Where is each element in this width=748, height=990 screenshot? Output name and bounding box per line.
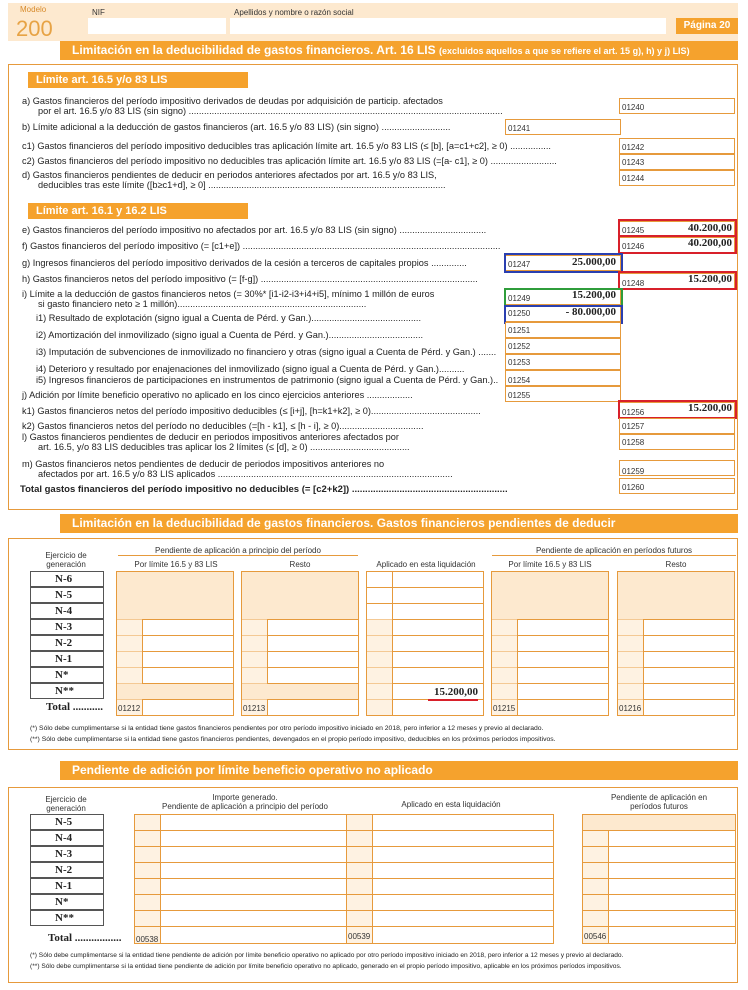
s3-footnote-2: (**) Sólo debe cumplimentarse si la entidad tiene pendiente de adición por límite beneficio operativo no aplicado, generado en el propio período impositivo, aplicable en los próximos períodos impositivos.	[30, 963, 622, 970]
s3-year-3: N-2	[30, 862, 104, 878]
s3-header-pend2: períodos futuros	[630, 802, 688, 811]
s3-subcol-fill-0	[135, 815, 160, 943]
s3-rowline-2-4	[582, 878, 736, 879]
code-01257: 01257	[622, 422, 645, 431]
section1-title-bar	[60, 41, 738, 60]
s3-rowline-1-4	[346, 878, 554, 879]
s3-rowline-0-4	[134, 878, 354, 879]
value-01246: 40.200,00	[688, 237, 732, 249]
s3-rowline-1-3	[346, 862, 554, 863]
row-i5-label: i5) Ingresos financieros de participaciones en instrumentos de patrimonio (signo igual a Cuenta de Pérd. y Gan.)..	[36, 375, 499, 385]
row-m-label-1: m) Gastos financieros netos pendientes de deducir de periodos impositivos anteriores no	[22, 459, 385, 469]
code-01253: 01253	[508, 358, 531, 367]
s2-subcol-fill-2	[367, 619, 392, 715]
s3-subcol-0	[160, 814, 161, 944]
s2-year-3: N-3	[30, 619, 104, 635]
code-01243: 01243	[622, 158, 645, 167]
s3-rowline-1-1	[346, 830, 554, 831]
s2-header-limite: Por límite 16.5 y 83 LIS	[134, 560, 218, 569]
s2-aplicado-underline	[428, 699, 478, 701]
code-01241: 01241	[508, 124, 531, 133]
s2-year-4: N-2	[30, 635, 104, 651]
row-e-label: e) Gastos financieros del período impositivo no afectados por art. 16.5 y/o 83 LIS (sin signo) ..................................	[22, 225, 487, 235]
code-01245: 01245	[622, 226, 645, 235]
value-01245: 40.200,00	[688, 222, 732, 234]
s2-shade-3	[618, 572, 734, 619]
row-b-label: b) Límite adicional a la deducción de gastos financieros (art. 16.5 y/o 83 LIS) (sin signo) ...........................	[22, 122, 451, 132]
s3-subcol-fill-2	[583, 815, 608, 943]
code-01244: 01244	[622, 174, 645, 183]
code-01251: 01251	[508, 326, 531, 335]
sub1-title: Límite art. 16.5 y/o 83 LIS	[28, 72, 248, 88]
highlight-01247	[504, 253, 623, 273]
s2-shade-0	[117, 572, 233, 619]
code-01260: 01260	[622, 483, 645, 492]
s3-year-5: N*	[30, 894, 104, 910]
row-c2-label: c2) Gastos financieros del período impositivo no deducibles tras aplicación límite art. 16.5 y/o 83 LIS (=[a- c1], ≥ 0) ..........................	[22, 156, 557, 166]
s3-rowline-0-3	[134, 862, 354, 863]
row-total-label: Total gastos financieros del período impositivo no deducibles (= [c2+k2]) ...........................................................	[20, 484, 508, 495]
sub2-title: Límite art. 16.1 y 16.2 LIS	[28, 203, 248, 219]
s3-subcol-2	[608, 814, 609, 944]
s3-subcol-1	[372, 814, 373, 944]
row-k2-label: k2) Gastos financieros netos del período no deducibles (=[h - k1], ≤ [h - i], ≥ 0).................................	[22, 421, 424, 431]
row-i-label-1: i) Límite a la deducción de gastos financieros netos (= 30%* [i1-i2-i3+i4+i5], mínimo 1 millón de euros	[22, 289, 435, 299]
s2-divider-1	[118, 555, 358, 556]
s2-shade-1	[242, 572, 358, 619]
nif-field[interactable]	[88, 18, 226, 34]
section1-title: Limitación en la deducibilidad de gastos financieros. Art. 16 LIS	[72, 43, 436, 57]
s3-header-pend: Pendiente de aplicación en	[610, 793, 708, 802]
s2-header-resto: Resto	[289, 560, 311, 569]
s2-rowline-2-1	[366, 587, 484, 588]
code-01256: 01256	[622, 408, 645, 417]
s2-footnote-2: (**) Sólo debe cumplimentarse si la entidad tiene gastos financieros pendientes, devengados en el propio período impositivo, deducibles en los próximos períodos impositivos.	[30, 736, 556, 743]
s3-col-aplicado	[346, 814, 554, 944]
s2-total-label: Total ...........	[46, 701, 104, 713]
value-01247: 25.000,00	[572, 256, 616, 268]
s2-header-pend-futuro: Pendiente de aplicación en períodos futuros	[535, 546, 693, 555]
s2-year-7: N**	[30, 683, 104, 699]
row-f-label: f) Gastos financieros del período impositivo (= [c1+e]) .....................................................................................................	[22, 241, 501, 251]
s3-header-ejercicio: Ejercicio de generación	[45, 795, 87, 813]
s3-rowline-1-2	[346, 846, 554, 847]
row-d-label-2: deducibles tras este límite ([b≥c1+d], ≥ 0] .............................................................................................	[38, 180, 446, 190]
highlight-01248	[618, 271, 737, 290]
s3-subcol-fill-1	[347, 815, 372, 943]
code-01215: 01215	[493, 704, 516, 713]
value-01250: - 80.000,00	[565, 306, 616, 318]
nif-label: NIF	[92, 8, 105, 17]
value-01256: 15.200,00	[688, 402, 732, 414]
s3-rowline-0-1	[134, 830, 354, 831]
s3-footnote-1: (*) Sólo debe cumplimentarse si la entidad tiene pendiente de adición por límite beneficio operativo no aplicado por otro período impositivo iniciado en 2018, pero inferior a 12 meses y previo al declarado.	[30, 952, 624, 959]
page-number-badge: Página 20	[676, 18, 738, 34]
section3-title: Pendiente de adición por límite beneficio operativo no aplicado	[72, 763, 433, 777]
row-l-label-1: l) Gastos financieros pendientes de deducir en periodos impositivos anteriores afectados por	[22, 432, 399, 442]
s2-year-6: N*	[30, 667, 104, 683]
code-01249: 01249	[508, 294, 531, 303]
s3-rowline-2-2	[582, 846, 736, 847]
modelo-number: 200	[16, 16, 53, 41]
highlight-01246	[618, 235, 737, 254]
code-01216: 01216	[619, 704, 642, 713]
s3-total-label: Total .................	[48, 932, 122, 944]
code-01258: 01258	[622, 438, 645, 447]
code-00539: 00539	[348, 932, 371, 941]
s2-header-limite2: Por límite 16.5 y 83 LIS	[508, 560, 592, 569]
s2-subcol-fill-4	[618, 619, 643, 715]
s2-shade-2	[492, 572, 608, 619]
s3-rowline-0-7	[134, 926, 354, 927]
s3-rowline-1-5	[346, 894, 554, 895]
section2-title: Limitación en la deducibilidad de gastos financieros. Gastos financieros pendientes de deducir	[72, 516, 616, 530]
row-a-label-2: por el art. 16.5 y/o 83 LIS (sin signo) ...........................................................................................................................	[38, 106, 503, 116]
row-m-label-2: afectados por art. 16.5 y/o 83 LIS aplicados ............................................................................................	[38, 469, 453, 479]
s3-year-1: N-4	[30, 830, 104, 846]
s3-col-importe	[134, 814, 354, 944]
code-01248: 01248	[622, 279, 645, 288]
row-l-label-2: art. 16.5, y/o 83 LIS deducibles tras aplicar los 2 límites (≤ [d], ≥ 0) .......................................	[38, 442, 410, 452]
code-01252: 01252	[508, 342, 531, 351]
modelo-label: Modelo	[20, 5, 47, 14]
section2-title-bar	[60, 514, 738, 533]
row-i2-label: i2) Amortización del inmovilizado (signo igual a Cuenta de Pérd. y Gan.).....................................	[36, 330, 424, 340]
code-00546: 00546	[584, 932, 607, 941]
name-field[interactable]	[230, 18, 666, 34]
s2-subcol-fill-3	[492, 619, 517, 715]
row-i3-label: i3) Imputación de subvenciones de inmovilizado no financiero y otras (signo igual a Cuenta de Pérd. y Gan.) .......	[36, 347, 497, 357]
s3-header-aplicado: Aplicado en esta liquidación	[401, 800, 501, 809]
s3-year-0: N-5	[30, 814, 104, 830]
row-c1-label: c1) Gastos financieros del período impositivo deducibles tras aplicación límite art. 16.5 y/o 83 LIS (≤ [b], [a=c1+c2], ≥ 0) ................	[22, 141, 551, 151]
s2-year-5: N-1	[30, 651, 104, 667]
code-01213: 01213	[243, 704, 266, 713]
s2-header-resto2: Resto	[665, 560, 687, 569]
s3-year-2: N-3	[30, 846, 104, 862]
s2-subcol-fill-1	[242, 619, 267, 715]
s3-rowline-1-7	[346, 926, 554, 927]
s3-year-4: N-1	[30, 878, 104, 894]
s3-rowline-2-1	[582, 830, 736, 831]
s3-rowline-2-7	[582, 926, 736, 927]
row-i1-label: i1) Resultado de explotación (signo igual a Cuenta de Pérd. y Gan.)...........................................	[36, 313, 422, 323]
s2-year-0: N-6	[30, 571, 104, 587]
s3-year-6: N**	[30, 910, 104, 926]
s3-rowline-0-6	[134, 910, 354, 911]
s2-footnote-1: (*) Sólo debe cumplimentarse si la entidad tiene gastos financieros pendientes por otro período impositivo iniciado en 2018, pero inferior a 12 meses y previo al declarado.	[30, 725, 544, 732]
s3-rowline-2-5	[582, 894, 736, 895]
row-j-label: j) Adición por límite beneficio operativo no aplicado en los cinco ejercicios anteriores ..................	[22, 390, 413, 400]
code-01242: 01242	[622, 143, 645, 152]
row-a-label-1: a) Gastos financieros del período impositivo derivados de deudas por adquisición de particip. afectados	[22, 96, 443, 106]
s3-rowline-0-2	[134, 846, 354, 847]
code-01254: 01254	[508, 376, 531, 385]
code-01247: 01247	[508, 260, 531, 269]
row-d-label-1: d) Gastos financieros pendientes de deducir en periodos anteriores afectados por art. 16.5 y/o 83 LIS,	[22, 170, 437, 180]
s2-header-ejercicio: Ejercicio de generación	[45, 551, 87, 569]
s3-header-importe: Importe generado.	[212, 793, 278, 802]
name-label: Apellidos y nombre o razón social	[234, 8, 354, 17]
row-h-label: h) Gastos financieros netos del período impositivo (= [f-g]) .....................................................................................	[22, 274, 478, 284]
row-i4-label: i4) Deterioro y resultado por enajenaciones del inmovilizado (signo igual a Cuenta de Pérd. y Gan.)..........	[36, 364, 465, 374]
code-01212: 01212	[118, 704, 141, 713]
s2-year-1: N-5	[30, 587, 104, 603]
code-01250: 01250	[508, 309, 531, 318]
s3-header-importe2: Pendiente de aplicación a principio del período	[162, 802, 328, 811]
s2-divider-2	[492, 555, 736, 556]
row-i-label-2: si gasto financiero neto ≥ 1 millón)..........................................................................	[38, 299, 367, 309]
row-g-label: g) Ingresos financieros del período impositivo derivados de la cesión a terceros de capitales propios ..............	[22, 258, 467, 268]
s2-year-2: N-4	[30, 603, 104, 619]
value-01248: 15.200,00	[688, 273, 732, 285]
highlight-01256	[618, 400, 737, 419]
s3-rowline-0-5	[134, 894, 354, 895]
s3-rowline-2-6	[582, 910, 736, 911]
code-01240: 01240	[622, 103, 645, 112]
s3-shade-futuros	[583, 815, 735, 830]
code-01246: 01246	[622, 242, 645, 251]
s3-rowline-1-6	[346, 910, 554, 911]
code-01255: 01255	[508, 391, 531, 400]
s2-rowline-2-2	[366, 603, 484, 604]
code-01259: 01259	[622, 467, 645, 476]
s2-header-pend-inicio: Pendiente de aplicación a principio del período	[155, 546, 321, 555]
section1-title-small: (excluidos aquellos a que se refiere el art. 15 g), h) y j) LIS)	[438, 46, 690, 56]
s3-rowline-2-3	[582, 862, 736, 863]
row-k1-label: k1) Gastos financieros netos del período impositivo deducibles (≤ [i+j], [h=k1+k2], ≥ 0)...........................................	[22, 406, 481, 416]
code-00538: 00538	[136, 935, 159, 944]
value-01249: 15.200,00	[572, 289, 616, 301]
s2-aplicado-value: 15.200,00	[434, 686, 478, 698]
s2-subcol-fill-0	[117, 619, 142, 715]
s2-header-aplicado: Aplicado en esta liquidación	[376, 560, 476, 569]
section3-title-bar	[60, 761, 738, 780]
